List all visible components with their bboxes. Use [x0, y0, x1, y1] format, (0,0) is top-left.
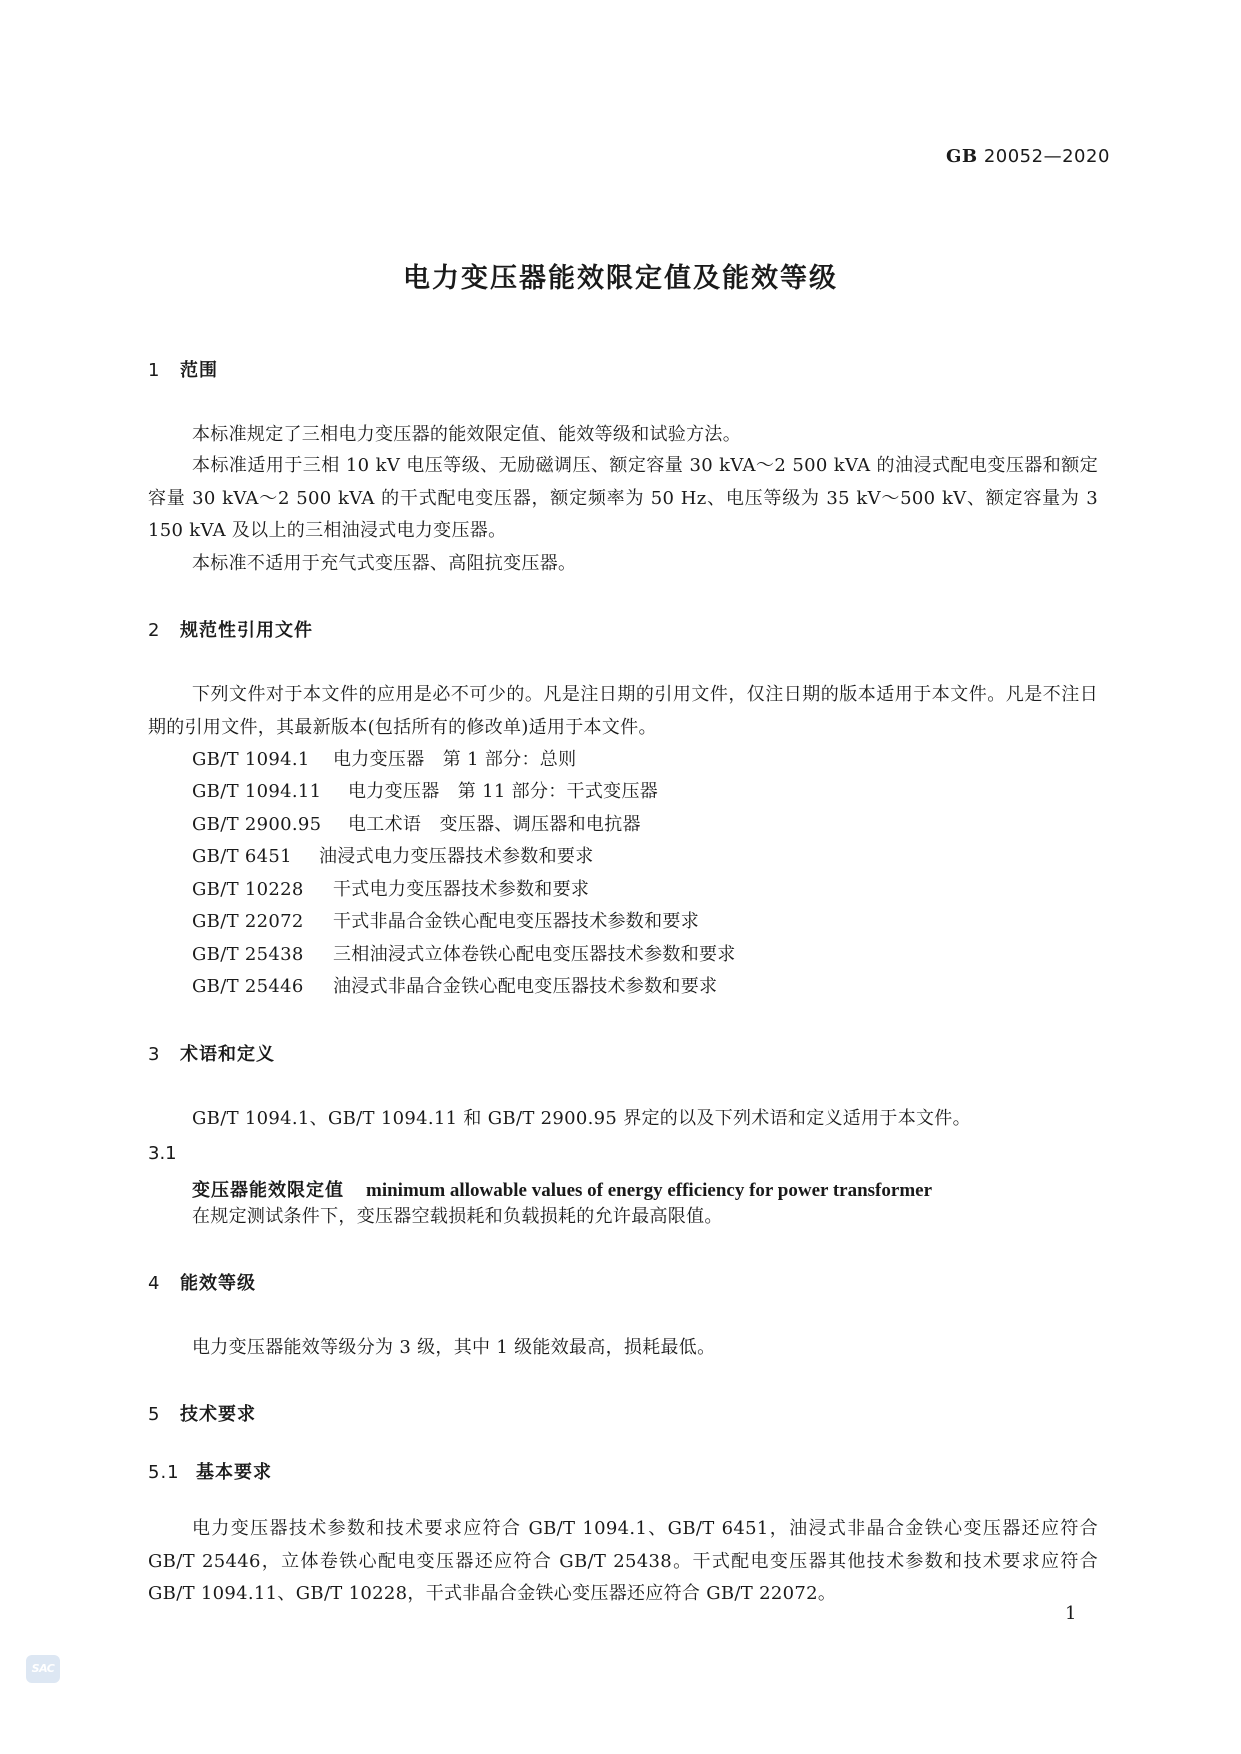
term-chinese: 变压器能效限定值 — [192, 1180, 344, 1201]
section-number: 1 — [148, 360, 161, 381]
standard-code: 20052—2020 — [983, 146, 1110, 167]
section-number: 3 — [148, 1044, 161, 1065]
paragraph: 电力变压器技术参数和技术要求应符合 GB/T 1094.1、GB/T 6451，油浸式非晶合金铁心变压器还应符合 GB/T 25446，立体卷铁心配电变压器还应符合 GB/T 25438。干式配电变压器其他技术参数和技术要求应符合 GB/T 1094.11、GB/T 10228，干式非晶合金铁心变压器还应符合 GB/T 22072。 — [148, 1518, 1098, 1604]
reference-item — [192, 810, 641, 836]
subsection-5-1-heading — [148, 1458, 272, 1484]
paragraph: 本标准不适用于充气式变压器、高阻抗变压器。 — [192, 553, 577, 574]
term-definition: 在规定测试条件下，变压器空载损耗和负载损耗的允许最高限值。 — [192, 1206, 723, 1227]
sac-logo-watermark: SAC — [26, 1655, 60, 1683]
reference-title: 电力变压器 第 1 部分：总则 — [333, 749, 577, 770]
standard-prefix: GB — [946, 146, 978, 167]
term-number: 3.1 — [148, 1143, 177, 1164]
reference-item — [192, 777, 658, 803]
section-number: 5 — [148, 1404, 161, 1425]
reference-item — [192, 940, 736, 966]
section-4-heading — [148, 1269, 256, 1295]
section-3-heading — [148, 1040, 275, 1066]
reference-code: GB/T 22072 — [192, 911, 304, 932]
reference-title: 电工术语 变压器、调压器和电抗器 — [348, 814, 641, 835]
standard-number — [946, 146, 1110, 167]
reference-title: 干式非晶合金铁心配电变压器技术参数和要求 — [333, 911, 699, 932]
reference-title: 电力变压器 第 11 部分：干式变压器 — [348, 781, 659, 802]
page-number: 1 — [1065, 1603, 1077, 1624]
paragraph: 本标准适用于三相 10 kV 电压等级、无励磁调压、额定容量 30 kVA～2 500 kVA 的油浸式配电变压器和额定容量 30 kVA～2 500 kVA 的干式配电变压器，额定频率为 50 Hz、电压等级为 35 kV～500 kV、额定容量为 3 150 kVA 及以上的三相油浸式电力变压器。 — [148, 455, 1098, 541]
term-english: minimum allowable values of energy efficiency for power transformer — [366, 1180, 933, 1201]
section-number: 2 — [148, 620, 161, 641]
term-entry — [192, 1176, 932, 1202]
reference-code: GB/T 1094.11 — [192, 781, 322, 802]
section-title: 术语和定义 — [180, 1044, 275, 1065]
reference-item — [192, 745, 576, 771]
paragraph: GB/T 1094.1、GB/T 1094.11 和 GB/T 2900.95 界定的以及下列术语和定义适用于本文件。 — [192, 1108, 971, 1129]
reference-title: 油浸式电力变压器技术参数和要求 — [319, 846, 594, 867]
section-5-heading — [148, 1400, 256, 1426]
document-title: 电力变压器能效限定值及能效等级 — [403, 263, 838, 294]
reference-title: 油浸式非晶合金铁心配电变压器技术参数和要求 — [333, 976, 718, 997]
section-1-heading — [148, 356, 218, 382]
reference-code: GB/T 10228 — [192, 879, 304, 900]
reference-title: 干式电力变压器技术参数和要求 — [333, 879, 590, 900]
reference-item — [192, 972, 717, 998]
section-title: 规范性引用文件 — [180, 620, 313, 641]
paragraph: 本标准规定了三相电力变压器的能效限定值、能效等级和试验方法。 — [192, 424, 741, 445]
paragraph: 下列文件对于本文件的应用是必不可少的。凡是注日期的引用文件，仅注日期的版本适用于本文件。凡是不注日期的引用文件，其最新版本(包括所有的修改单)适用于本文件。 — [148, 684, 1098, 738]
section-2-heading — [148, 616, 313, 642]
section-title: 能效等级 — [180, 1273, 256, 1294]
reference-code: GB/T 1094.1 — [192, 749, 310, 770]
subsection-title: 基本要求 — [196, 1462, 272, 1483]
reference-item — [192, 907, 699, 933]
reference-code: GB/T 25446 — [192, 976, 304, 997]
paragraph: 电力变压器能效等级分为 3 级，其中 1 级能效最高，损耗最低。 — [192, 1337, 716, 1358]
reference-item — [192, 842, 594, 868]
reference-code: GB/T 6451 — [192, 846, 292, 867]
subsection-number: 5.1 — [148, 1462, 180, 1483]
reference-title: 三相油浸式立体卷铁心配电变压器技术参数和要求 — [333, 944, 736, 965]
section-number: 4 — [148, 1273, 161, 1294]
section-title: 范围 — [180, 360, 218, 381]
reference-code: GB/T 25438 — [192, 944, 304, 965]
reference-item — [192, 875, 589, 901]
reference-code: GB/T 2900.95 — [192, 814, 322, 835]
section-title: 技术要求 — [180, 1404, 256, 1425]
